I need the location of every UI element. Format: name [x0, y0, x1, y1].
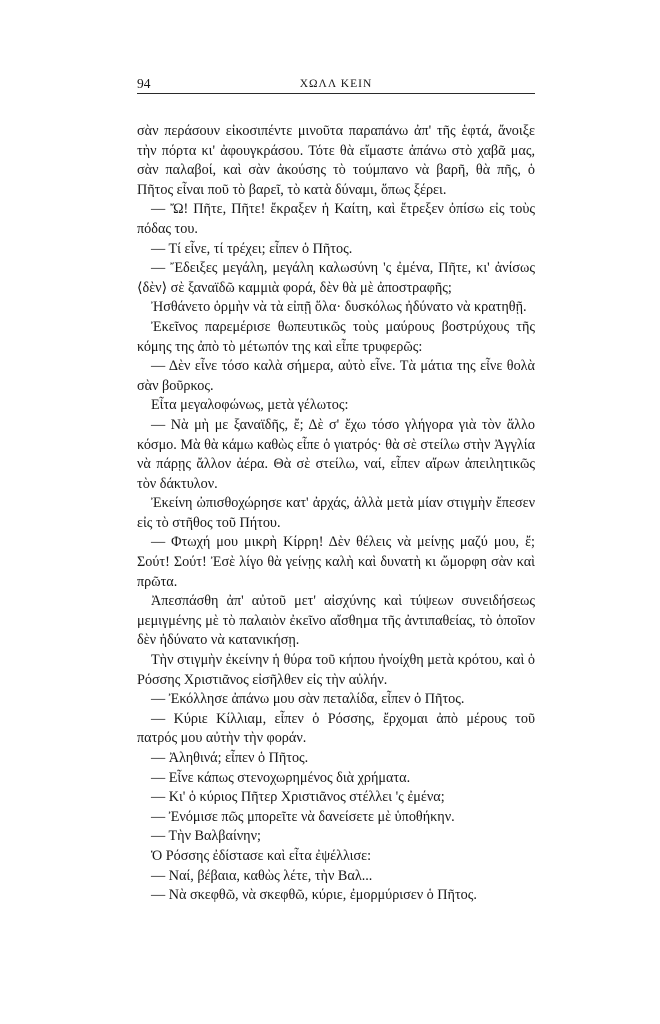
paragraph: — Ἐνόμισε πῶς μπορεῖτε νὰ δανείσετε μὲ ὑποθήκην. [151, 808, 455, 825]
paragraph: — Ναί, βέβαια, καθὼς λέτε, τὴν Βαλ... [151, 867, 373, 884]
paragraph: — Ἐκόλλησε ἀπάνω μου σὰν πεταλίδα, εἶπεν ὁ Πῆτος. [151, 691, 465, 708]
paragraph: Ἠσθάνετο ὁρμὴν νὰ τὰ εἰπῇ ὅλα· δυσκόλως ἠδύνατο νὰ κρατηθῇ. [151, 299, 527, 316]
page-number: 94 [137, 76, 151, 91]
paragraph: Εἶτα μεγαλοφώνως, μετὰ γέλωτος: [151, 397, 349, 414]
paragraph: — Εἶνε κάπως στενοχωρημένος διὰ χρήματα. [151, 769, 411, 786]
paragraph: — Νὰ σκεφθῶ, νὰ σκεφθῶ, κύριε, ἐμορμύρισεν ὁ Πῆτος. [151, 887, 477, 904]
paragraph: Ἐκείνη ὠπισθοχώρησε κατ' ἀρχάς, ἀλλὰ μετὰ μίαν στιγμὴν ἔπεσεν εἰς τὸ στῆθος τοῦ Πήτου. [137, 495, 535, 531]
paragraph: σὰν περάσουν εἰκοσιπέντε μινοῦτα παραπάνω ἀπ' τῆς ἑφτά, ἄνοιξε τὴν πόρτα κι' ἀφουγκράσου. Τότε θὰ εἴμαστε ἀπάνω στὸ χαβᾶ μας, σὰν παλαβοί, καὶ σὰν ἀκούσης τὸ τούμπανο νὰ βαρῆ, θὰ πῆς, ὁ Πῆτος εἶναι ποῦ τὸ βαρεῖ, τὸ κατὰ δύναμι, ὅπως ξέρει. [137, 123, 535, 198]
paragraph: — Ὤ! Πῆτε, Πῆτε! ἔκραξεν ἡ Καίτη, καὶ ἔτρεξεν ὀπίσω εἰς τοὺς πόδας του. [137, 201, 535, 237]
paragraph: — Ἀληθινά; εἶπεν ὁ Πῆτος. [151, 750, 309, 766]
paragraph: Ἐκεῖνος παρεμέρισε θωπευτικῶς τοὺς μαύρους βοστρύχους τῆς κόμης της ἀπὸ τὸ μέτωπόν της καὶ εἶπε τρυφερῶς: [137, 318, 535, 355]
paragraph: — Ἔδειξες μεγάλη, μεγάλη καλωσύνη 'ς ἐμένα, Πῆτε, κι' ἀνίσως ⟨δὲν⟩ σὲ ξαναϊδῶ καμμιὰ φορά, δὲν θὰ μὲ ἀποστραφῆς; [137, 260, 535, 296]
paragraph: — Τὴν Βαλβαίνην; [151, 828, 261, 845]
paragraph: Ἀπεσπάσθη ἀπ' αὐτοῦ μετ' αἰσχύνης καὶ τύψεων συνειδήσεως μεμιγμένης μὲ τὸ παλαιὸν ἐκεῖνο αἴσθημα τῆς ἀντιπαθείας, τὸ ὁποῖον δὲν ἠδύνατο νὰ κατανικήσῃ. [137, 593, 535, 649]
paragraph: — Φτωχή μου μικρὴ Κίρρη! Δὲν θέλεις νὰ μείνῃς μαζύ μου, ἔ; Σούτ! Σούτ! Ἐσὲ λίγο θὰ γείνῃς καλὴ καὶ δυνατὴ κι ὤμορφη σὰν καὶ πρῶτα. [137, 534, 535, 590]
paragraph: Τὴν στιγμὴν ἐκείνην ἡ θύρα τοῦ κήπου ἠνοίχθη μετὰ κρότου, καὶ ὁ Ρόσσης Χριστιᾶνος εἰσῆλθεν εἰς τὴν αὐλήν. [137, 652, 535, 688]
paragraph: — Νὰ μὴ με ξαναϊδῆς, ἔ; Δὲ σ' ἔχω τόσο γλήγορα γιὰ τὸν ἄλλο κόσμο. Μὰ θὰ κάμω καθὼς εἶπε ὁ γιατρός· θὰ σὲ στείλω στὴν Ἀγγλία νὰ πάρῃς ἄλλον ἀέρα. Θὰ σὲ στείλω, ναί, εἶπεν αἴρων ἀπειλητικῶς τὸν δάκτυλον. [137, 416, 535, 492]
paragraph: — Κι' ὁ κύριος Πῆτερ Χριστιᾶνος στέλλει 'ς ἐμένα; [151, 789, 445, 806]
body-text [137, 122, 535, 906]
paragraph: — Τί εἶνε, τί τρέχει; εἶπεν ὁ Πῆτος. [151, 240, 353, 257]
paragraph: — Δὲν εἶνε τόσο καλὰ σήμερα, αὐτὸ εἶνε. Τὰ μάτια της εἶνε θολὰ σὰν βοῦρκος. [137, 358, 535, 394]
running-head: ΧΩΛΛ ΚΕΙΝ [299, 78, 373, 90]
paragraph: Ὁ Ρόσσης ἐδίστασε καὶ εἶτα ἐψέλλισε: [151, 847, 372, 864]
page-header [137, 76, 535, 94]
paragraph: — Κύριε Κίλλιαμ, εἶπεν ὁ Ρόσσης, ἔρχομαι ἀπὸ μέρους τοῦ πατρός μου αὐτὴν τὴν φοράν. [137, 710, 535, 747]
